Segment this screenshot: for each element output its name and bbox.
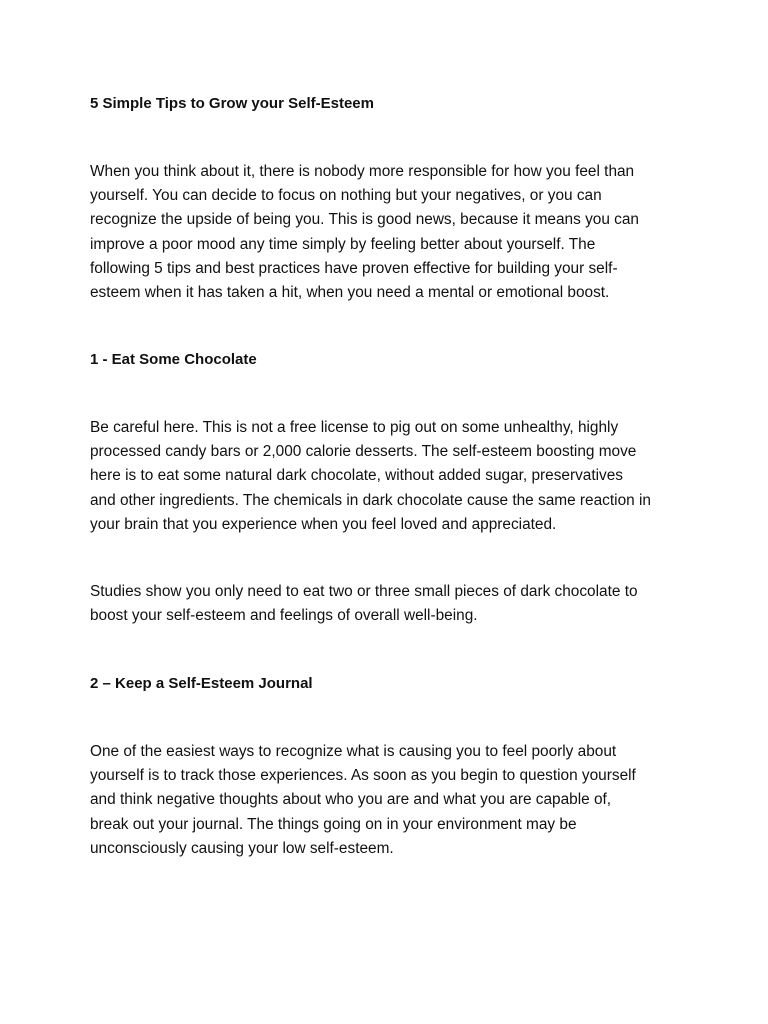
- text-line: break out your journal. The things going on in your environment may be: [90, 815, 577, 833]
- section-paragraph: [90, 416, 651, 537]
- text-line: and other ingredients. The chemicals in dark chocolate cause the same reaction in: [90, 491, 651, 509]
- section-paragraph: [90, 580, 638, 628]
- text-line: your brain that you experience when you feel loved and appreciated.: [90, 515, 557, 533]
- text-line: Be careful here. This is not a free license to pig out on some unhealthy, highly: [90, 419, 619, 436]
- text-line: yourself is to track those experiences. As soon as you begin to question yourself: [90, 767, 636, 785]
- section-heading-eat-chocolate: 1 - Eat Some Chocolate: [90, 351, 257, 368]
- text-line: boost your self-esteem and feelings of overall well-being.: [90, 607, 478, 625]
- section-paragraph: [90, 740, 636, 861]
- intro-paragraph: [90, 160, 639, 305]
- text-line: esteem when it has taken a hit, when you need a mental or emotional boost.: [90, 284, 610, 302]
- text-line: and think negative thoughts about who you are and what you are capable of,: [90, 791, 612, 809]
- document-title: 5 Simple Tips to Grow your Self-Esteem: [90, 95, 374, 112]
- text-line: When you think about it, there is nobody more responsible for how you feel than: [90, 163, 635, 180]
- text-line: unconsciously causing your low self-esteem.: [90, 839, 394, 857]
- text-line: processed candy bars or 2,000 calorie desserts. The self-esteem boosting move: [90, 443, 637, 461]
- text-line: here is to eat some natural dark chocolate, without added sugar, preservatives: [90, 467, 623, 485]
- text-line: yourself. You can decide to focus on nothing but your negatives, or you can: [90, 187, 602, 205]
- text-line: improve a poor mood any time simply by feeling better about yourself. The: [90, 235, 596, 253]
- text-line: Studies show you only need to eat two or three small pieces of dark chocolate to: [90, 583, 638, 600]
- text-line: recognize the upside of being you. This is good news, because it means you can: [90, 211, 639, 229]
- text-line: One of the easiest ways to recognize what is causing you to feel poorly about: [90, 743, 617, 760]
- text-line: following 5 tips and best practices have proven effective for building your self-: [90, 259, 618, 277]
- section-heading-journal: 2 – Keep a Self-Esteem Journal: [90, 675, 313, 692]
